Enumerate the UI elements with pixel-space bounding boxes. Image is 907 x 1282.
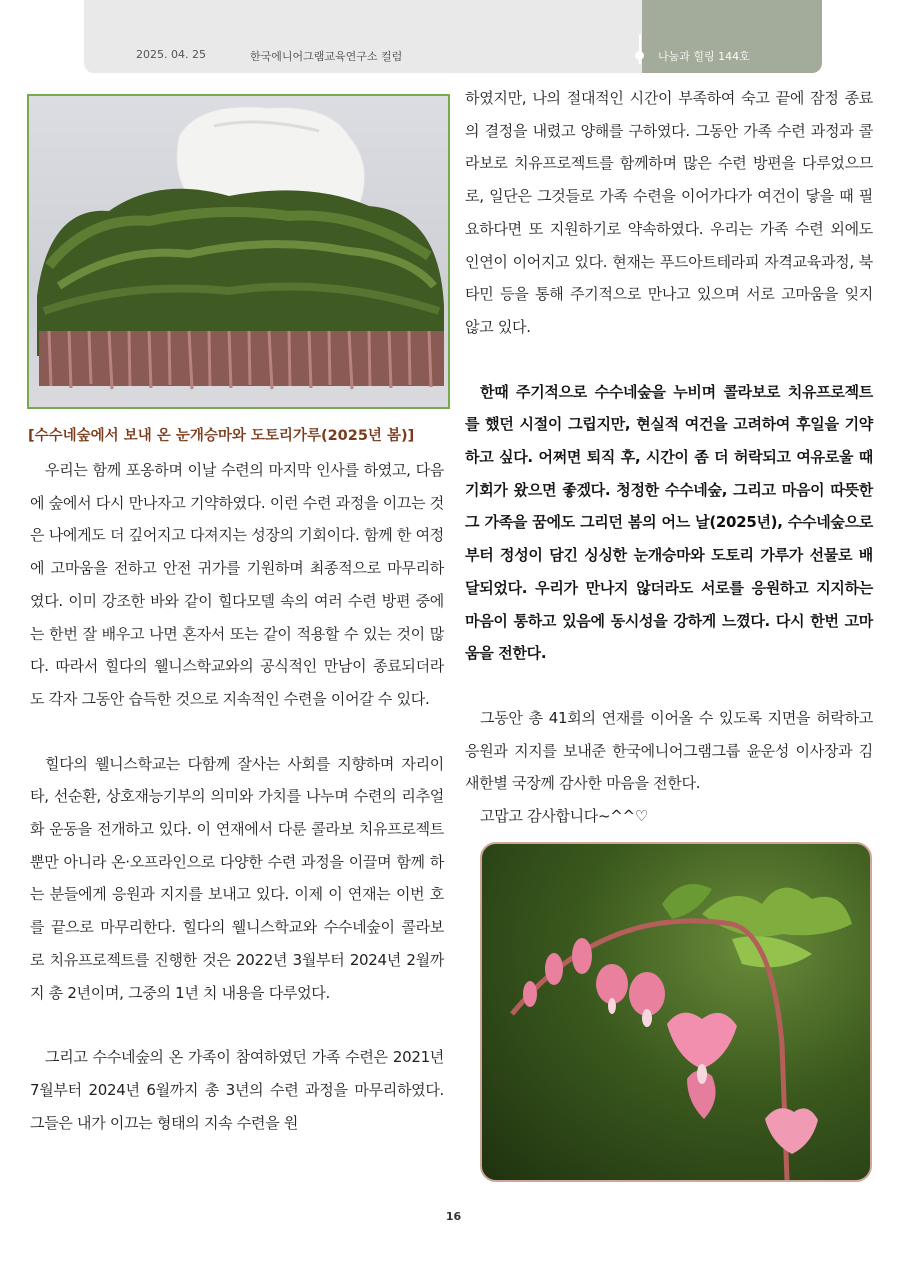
header-org: 한국에니어그램교육연구소 컬럼	[250, 50, 403, 63]
right-paragraph-2: 한때 주기적으로 수수네숲을 누비며 콜라보로 치유프로젝트를 했던 시절이 그립지만, 현실적 여건을 고려하여 후일을 기약하고 싶다. 어쩌면 퇴직 후, 시간이 좀 더 허락되고 여유로울 때 기회가 왔으면 좋겠다. 청정한 수수네숲, 그리고 마음이 따뜻한 그 가족을 꿈에도 그리던 봄의 어느 날(2025년), 수수네숲으로부터 정성이 담긴 싱싱한 눈개승마와 도토리 가루가 선물로 배달되었다. 우리가 만나지 않더라도 서로를 응원하고 지지하는 마음이 통하고 있음에 동시성을 강하게 느꼈다. 다시 한번 고마움을 전한다.	[465, 382, 873, 663]
page-number: 16	[445, 1210, 462, 1223]
header-date: 2025. 04. 25	[136, 48, 206, 61]
bleeding-heart-photo	[480, 842, 872, 1182]
left-paragraph-3: 그리고 수수네숲의 온 가족이 참여하였던 가족 수련은 2021년 7월부터 2024년 6월까지 총 3년의 수련 과정을 마무리하였다. 그들은 내가 이끄는 형태의 지속 수련을 원	[30, 1048, 444, 1132]
sprouts-photo	[27, 94, 450, 409]
right-paragraph-1: 하였지만, 나의 절대적인 시간이 부족하여 숙고 끝에 잠정 종료의 결정을 내렸고 양해를 구하였다. 그동안 가족 수련 과정과 콜라보로 치유프로젝트를 함께하며 많은 수련 방편을 다루었으므로, 일단은 그것들로 가족 수련을 이어가다가 여건이 닿을 때 필요하다면 또 지원하기로 약속하였다. 우리는 가족 수련 외에도 인연이 이어지고 있다. 현재는 푸드아트테라피 자격교육과정, 북타민 등을 통해 주기적으로 만나고 있으며 서로 고마움을 잊지 않고 있다.	[465, 89, 873, 336]
right-paragraph-3: 그동안 총 41회의 연재를 이어올 수 있도록 지면을 허락하고 응원과 지지를 보내준 한국에니어그램그룹 윤운성 이사장과 김새한별 국장께 감사한 마음을 전한다.	[465, 708, 873, 793]
left-paragraph-1: 우리는 함께 포옹하며 이날 수련의 마지막 인사를 하였고, 다음에 숲에서 다시 만나자고 기약하였다. 이런 수련 과정을 이끄는 것은 나에게도 더 깊어지고 다져지는 성장의 기회이다. 함께 한 여정에 고마움을 전하고 안전 귀가를 기원하며 최종적으로 마무리하였다. 이미 강조한 바와 같이 힐다모델 속의 여러 수련 방편 중에는 한번 잘 배우고 나면 혼자서 또는 같이 적용할 수 있는 것이 많다. 따라서 힐다의 웰니스학교와의 공식적인 만남이 종료되더라도 각자 그동안 습득한 것으로 지속적인 수련을 이어갈 수 있다.	[30, 461, 444, 708]
header-issue: 나눔과 힐링 144호	[658, 50, 750, 63]
photo-caption: [수수네숲에서 보내 온 눈개승마와 도토리가루(2025년 봄)]	[28, 428, 415, 444]
left-paragraph-2: 힐다의 웰니스학교는 다함께 잘사는 사회를 지향하며 자리이타, 선순환, 상호재능기부의 의미와 가치를 나누며 수련의 리추얼화 운동을 전개하고 있다. 이 연재에서 다룬 콜라보 치유프로젝트뿐만 아니라 온·오프라인으로 다양한 수련 과정을 이끌며 함께 하는 분들에게 응원과 지지를 보내고 있다. 이제 이 연재는 이번 호를 끝으로 마무리한다. 힐다의 웰니스학교와 수수네숲이 콜라보로 치유프로젝트를 진행한 것은 2022년 3월부터 2024년 2월까지 총 2년이며, 그중의 1년 치 내용을 다루었다.	[30, 754, 444, 1002]
flower-illustration	[482, 844, 870, 1180]
sprouts-illustration	[29, 96, 448, 407]
header-dot	[635, 51, 644, 60]
right-paragraph-4: 고맙고 감사합니다~^^♡	[480, 807, 648, 826]
right-column	[465, 82, 873, 833]
page-header	[84, 0, 822, 73]
left-column	[30, 454, 444, 1139]
